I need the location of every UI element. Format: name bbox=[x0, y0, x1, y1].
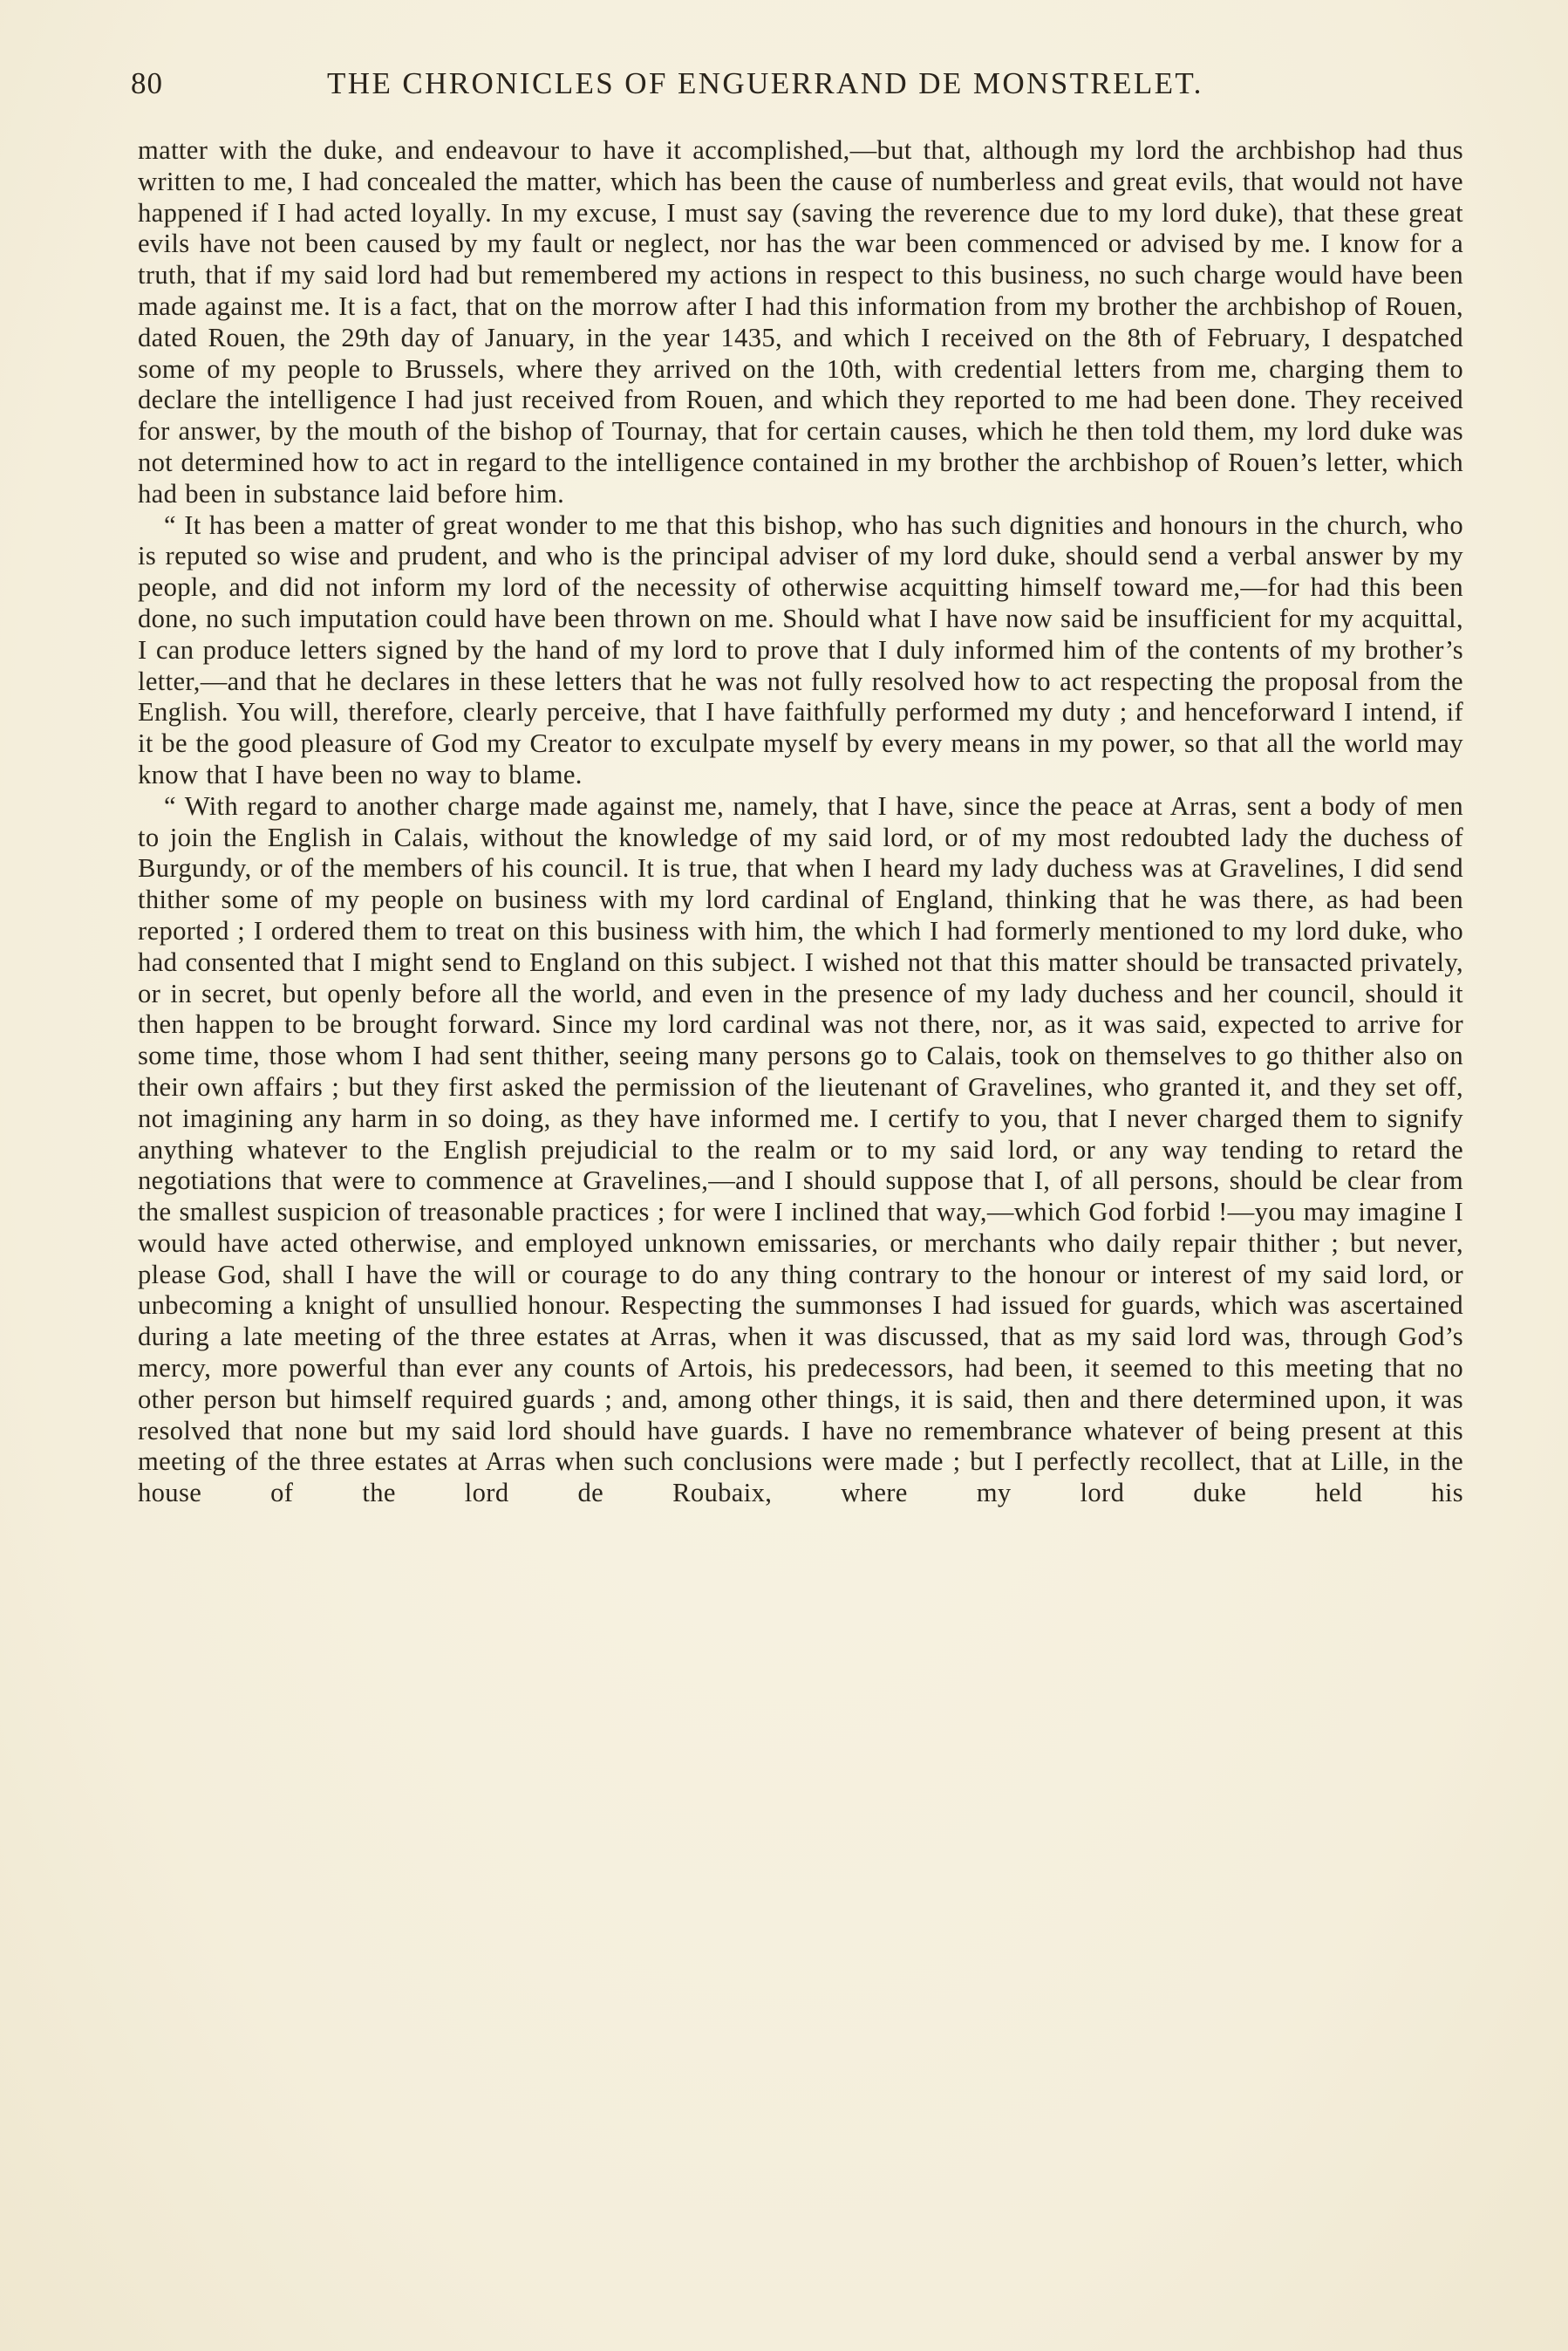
paragraph-2: “ It has been a matter of great wonder to me that this bishop, who has such dignities and honours in the church, who is reputed so wise and prudent, and who is the principal adviser of my lord duke, should send a verbal answer by my people, and did not inform my lord of the necessity of otherwise acquitting himself toward me,—for had this been done, no such imputation could have been thrown on me. Should what I have now said be insufficient for my acquittal, I can produce letters signed by the hand of my lord to prove that I duly informed him of the contents of my brother’s letter,—and that he declares in these letters that he was not fully resolved how to act respecting the proposal from the English. You will, therefore, clearly perceive, that I have faithfully performed my duty ; and henceforward I intend, if it be the good pleasure of God my Creator to exculpate myself by every means in my power, so that all the world may know that I have been no way to blame. bbox=[138, 509, 1463, 789]
running-title: THE CHRONICLES OF ENGUERRAND DE MONSTRELET. bbox=[327, 66, 1203, 100]
page-number: 80 bbox=[131, 66, 163, 100]
body-text bbox=[138, 135, 1463, 1509]
page-header bbox=[131, 66, 1474, 119]
paragraph-1: matter with the duke, and endeavour to have it accomplished,—but that, although my lord the archbishop had thus written to me, I had concealed the matter, which has been the cause of numberless and great evils, that would not have happened if I had acted loyally. In my excuse, I must say (saving the reverence due to my lord duke), that these great evils have not been caused by my fault or neglect, nor has the war been commenced or advised by me. I know for a truth, that if my said lord had but remembered my actions in respect to this business, no such charge would have been made against me. It is a fact, that on the morrow after I had this information from my brother the archbishop of Rouen, dated Rouen, the 29th day of January, in the year 1435, and which I received on the 8th of February, I despatched some of my people to Brussels, where they arrived on the 10th, with credential letters from me, charging them to declare the intelligence I had just received from Rouen, and which they reported to me had been done. They received for answer, by the mouth of the bishop of Tournay, that for certain causes, which he then told them, my lord duke was not determined how to act in regard to the intelligence contained in my brother the archbishop of Rouen’s letter, which had been in substance laid before him. bbox=[138, 135, 1463, 509]
paragraph-3: “ With regard to another charge made against me, namely, that I have, since the peace at Arras, sent a body of men to join the English in Calais, without the knowledge of my said lord, or of my most redoubted lady the duchess of Burgundy, or of the members of his council. It is true, that when I heard my lady duchess was at Gravelines, I did send thither some of my people on business with my lord cardinal of England, thinking that he was there, as had been reported ; I ordered them to treat on this business with him, the which I had formerly mentioned to my lord duke, who had consented that I might send to England on this subject. I wished not that this matter should be transacted privately, or in secret, but openly before all the world, and even in the presence of my lady duchess and her council, should it then happen to be brought forward. Since my lord cardinal was not there, nor, as it was said, expected to arrive for some time, those whom I had sent thither, seeing many persons go to Calais, took on themselves to go thither also on their own affairs ; but they first asked the permission of the lieutenant of Gravelines, who granted it, and they set off, not imagining any harm in so doing, as they have informed me. I certify to you, that I never charged them to signify anything whatever to the English prejudicial to the realm or to my said lord, or any way tending to retard the negotiations that were to commence at Gravelines,—and I should suppose that I, of all persons, should be clear from the smallest suspicion of treasonable practices ; for were I inclined that way,—which God forbid !—you may imagine I would have acted otherwise, and employed unknown emissaries, or merchants who daily repair thither ; but never, please God, shall I have the will or courage to do any thing contrary to the honour or interest of my said lord, or unbecoming a knight of unsullied honour. Respecting the summonses I had issued for guards, which was ascertained during a late meeting of the three estates at Arras, when it was discussed, that as my said lord was, through God’s mercy, more powerful than ever any counts of Artois, his predecessors, had been, it seemed to this meeting that no other person but himself required guards ; and, among other things, it is said, then and there determined upon, it was resolved that none but my said lord should have guards. I have no remembrance whatever of being present at this meeting of the three estates at Arras when such conclusions were made ; but I perfectly recollect, that at Lille, in the house of the lord de Roubaix, where my lord duke held his bbox=[138, 790, 1463, 1508]
